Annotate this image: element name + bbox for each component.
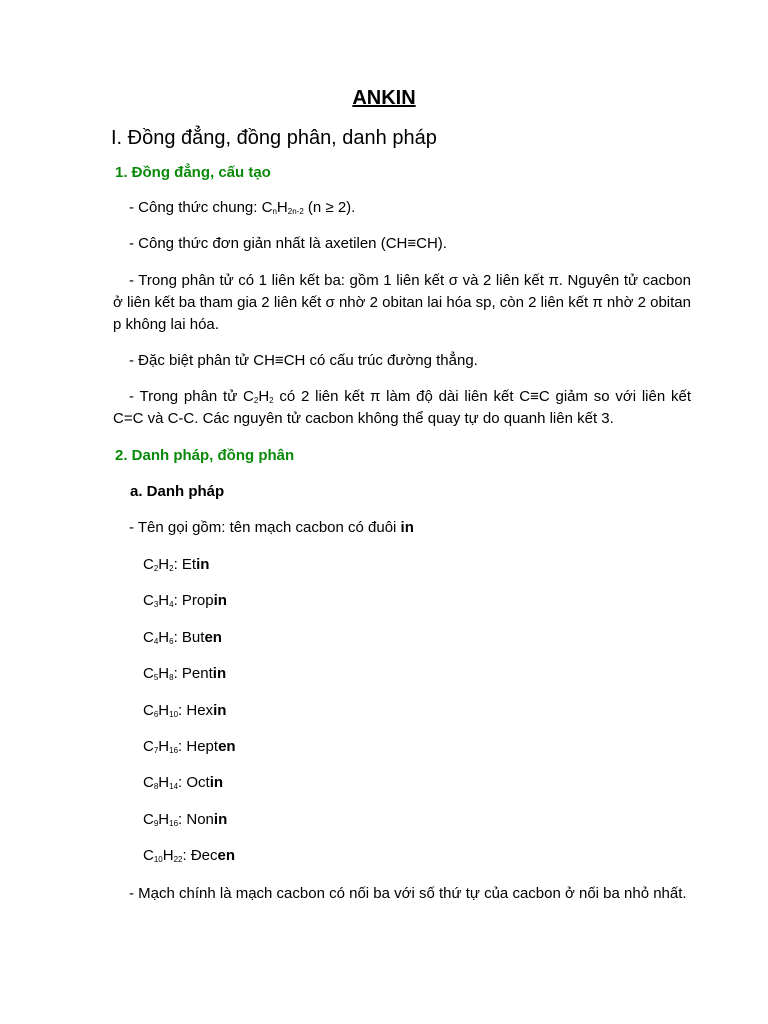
- subscript: 6: [169, 637, 174, 646]
- paragraph-naming-intro: - Tên gọi gồm: tên mạch cacbon có đuôi in: [129, 519, 414, 536]
- element-symbol: H: [158, 592, 170, 609]
- element-symbol: C: [143, 556, 154, 573]
- compound-suffix: in: [212, 665, 227, 682]
- element-symbol: H: [158, 811, 170, 828]
- element-symbol: H: [158, 629, 170, 646]
- subscript: 10: [169, 710, 179, 719]
- element-symbol: H: [158, 556, 170, 573]
- subscript: 7: [153, 746, 159, 755]
- subscript: 10: [153, 855, 163, 864]
- paragraph-simplest-formula: - Công thức đơn giản nhất là axetilen (CH≡CH).: [129, 235, 447, 252]
- compound-name: : Đec: [182, 847, 218, 864]
- compound-suffix: in: [196, 556, 210, 573]
- subscript: 8: [169, 673, 174, 682]
- compound-name: : Oct: [178, 774, 210, 791]
- element-symbol: C: [143, 629, 154, 646]
- subscript: 4: [169, 600, 174, 609]
- paragraph-linear-structure: - Đặc biệt phân tử CH≡CH có cấu trúc đường thẳng.: [129, 352, 478, 369]
- compound-suffix: in: [213, 811, 228, 828]
- subsubsection-heading-a: a. Danh pháp: [130, 483, 225, 500]
- subscript: 2: [169, 564, 174, 573]
- compound-suffix: en: [204, 629, 222, 646]
- compound-name: : Et: [173, 556, 197, 573]
- compound-suffix: in: [213, 592, 227, 609]
- formula-item: [143, 664, 226, 684]
- element-symbol: C: [143, 847, 154, 864]
- compound-suffix: in: [209, 774, 224, 791]
- compound-name: : Hept: [178, 738, 219, 755]
- compound-suffix: en: [218, 738, 236, 755]
- subsection-heading-1: 1. Đồng đẳng, cấu tạo: [115, 164, 271, 181]
- paragraph-triple-bond: - Trong phân tử có 1 liên kết ba: gồm 1 liên kết σ và 2 liên kết π. Nguyên tử cacbon ở liên kết ba tham gia 2 liên kết σ nhờ 2 obitan lai hóa sp, còn 2 liên kết π nhờ 2 obitan p không lai hóa.: [113, 272, 691, 333]
- document-title: ANKIN: [352, 87, 416, 109]
- formula-item: [143, 773, 223, 793]
- subscript: 8: [153, 782, 159, 791]
- subscript: 14: [169, 782, 179, 791]
- compound-suffix: en: [217, 847, 236, 864]
- subscript: 2: [153, 564, 159, 573]
- element-symbol: H: [158, 702, 170, 719]
- formula-item: [143, 737, 236, 757]
- paragraph-general-formula: - Công thức chung: $C_nH_{2n-2}$ (n ≥ 2).: [129, 199, 356, 216]
- formula-item: [143, 555, 209, 575]
- element-symbol: C: [143, 811, 154, 828]
- compound-name: : Pent: [173, 665, 213, 682]
- subscript: 6: [153, 710, 159, 719]
- formula-item: [143, 810, 227, 830]
- paragraph-main-chain: - Mạch chính là mạch cacbon có nối ba với số thứ tự của cacbon ở nối ba nhỏ nhất.: [129, 885, 687, 902]
- formula-item: [143, 701, 226, 721]
- compound-name: : Hex: [178, 702, 214, 719]
- element-symbol: H: [158, 738, 170, 755]
- compound-suffix: in: [213, 702, 227, 719]
- formula-item: [143, 628, 222, 648]
- subsection-heading-2: 2. Danh pháp, đồng phân: [115, 447, 295, 464]
- formula-item: [143, 591, 227, 611]
- element-symbol: C: [143, 702, 154, 719]
- formula-item: [143, 846, 235, 866]
- paragraph-bond-length: - Trong phân tử $C_2H_2$ có 2 liên kết π làm độ dài liên kết C≡C giảm so với liên kết C=C và C-C. Các nguyên tử cacbon không thể quay tự do quanh liên kết 3.: [113, 388, 691, 427]
- element-symbol: C: [143, 592, 154, 609]
- element-symbol: H: [158, 665, 170, 682]
- subscript: 9: [153, 819, 159, 828]
- compound-name: : But: [173, 629, 205, 646]
- subscript: 4: [153, 637, 159, 646]
- element-symbol: C: [143, 665, 154, 682]
- subscript: 16: [169, 746, 179, 755]
- section-heading: I. Đồng đẳng, đồng phân, danh pháp: [111, 127, 437, 149]
- element-symbol: H: [158, 774, 170, 791]
- subscript: 16: [169, 819, 179, 828]
- subscript: 3: [153, 600, 159, 609]
- compound-name: : Non: [178, 811, 214, 828]
- subscript: 22: [173, 855, 183, 864]
- subscript: 5: [153, 673, 159, 682]
- element-symbol: H: [162, 847, 174, 864]
- element-symbol: C: [143, 774, 154, 791]
- compound-name: : Prop: [173, 592, 214, 609]
- element-symbol: C: [143, 738, 154, 755]
